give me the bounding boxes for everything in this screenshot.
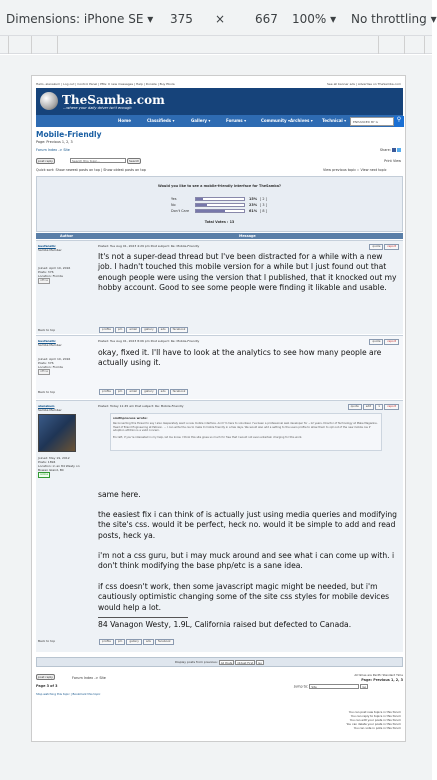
signature: 84 Vanagon Westy, 1.9L, California raised but defected to Canada. [98, 620, 352, 629]
facebook-icon[interactable] [392, 148, 396, 152]
search-icon[interactable]: ⚲ [394, 116, 404, 127]
main-nav [36, 115, 403, 127]
quote-button[interactable]: quote [369, 244, 383, 250]
nav-forums[interactable]: Forums ▾ [226, 118, 247, 123]
page-viewport[interactable] [31, 75, 406, 742]
ads-button[interactable]: ads [158, 327, 169, 333]
poll-option-pct: 23% [249, 203, 258, 207]
author-name[interactable]: busfanatic [38, 339, 56, 343]
display-options-bar [36, 657, 403, 667]
post-3 [36, 400, 403, 652]
page-of: Page 3 of 3 [36, 684, 58, 688]
post-profile-buttons [98, 389, 188, 395]
back-to-top[interactable]: Back to top [38, 639, 56, 643]
email-button[interactable]: email [126, 389, 140, 395]
author-name[interactable]: alanakum [38, 404, 55, 408]
post-header: Posted: Tue Aug 01, 2023 4:29 pm Post subject: Re: Mobile-Friendly [98, 244, 200, 248]
online-badge: online [40, 473, 48, 477]
jump-go-button[interactable]: Go [362, 685, 367, 689]
nav-classifieds[interactable]: Classifieds ▾ [147, 118, 175, 123]
poll-option-label: No [171, 203, 176, 207]
breadcrumb[interactable]: Forum Index -> Site [36, 148, 70, 152]
jump-select[interactable]: Site [309, 684, 359, 689]
profile-button[interactable]: profile [99, 389, 114, 395]
top-links [36, 82, 401, 87]
site-banner [36, 88, 403, 115]
report-button[interactable]: report [384, 404, 399, 410]
ads-button[interactable]: ads [143, 639, 154, 645]
signature-divider [98, 617, 188, 618]
poll-bar [195, 209, 245, 213]
watch-links[interactable]: Stop watching this topic | Bookmark this topic [36, 692, 101, 696]
quote-author: smithprocess wrote: [113, 416, 148, 420]
share-bar: Share: [380, 148, 401, 153]
nav-technical[interactable]: Technical ▾ [322, 118, 347, 123]
post-author [38, 244, 94, 284]
display-go-button[interactable]: Go [258, 660, 263, 665]
pagination[interactable]: Page: Previous 1, 2, 3 [36, 140, 73, 144]
print-view-link[interactable]: Print View [384, 159, 401, 163]
vw-logo-icon [40, 92, 58, 110]
poll-bar [195, 197, 245, 201]
throttle-select[interactable]: No throttling ▾ [351, 12, 437, 26]
post-1 [36, 240, 403, 334]
message-header: Message [239, 234, 256, 238]
site-logo-title[interactable]: TheSamba.com [62, 93, 165, 107]
poll-option-label: Yes [171, 197, 177, 201]
pm-button[interactable]: pm [115, 389, 126, 395]
back-to-top[interactable]: Back to top [38, 390, 56, 394]
site-tagline: ...where your daily driver isn't enough [63, 106, 132, 110]
post-body: okay, fixed it. I'll have to look at the analytics to see how many people are actually using it. [98, 348, 382, 368]
media-query-ruler [0, 36, 432, 54]
topic-title[interactable]: Mobile-Friendly [36, 130, 102, 139]
author-rank: Samba Member [38, 343, 62, 348]
quote-button[interactable]: quote [369, 339, 383, 345]
post-author [38, 339, 94, 375]
site-search-input[interactable]: ENHANCED BY G [350, 117, 394, 126]
author-header: Author [60, 234, 74, 238]
quote-button[interactable]: quote [348, 404, 362, 410]
poll-option-count: [ 8 ] [260, 209, 267, 213]
topic-nav-links[interactable]: View previous topic :: View next topic [323, 168, 387, 172]
posts-table-header [36, 233, 403, 239]
nav-home[interactable]: Home [118, 118, 131, 123]
ad-links[interactable]: See all banner ads | Advertise on TheSamba.com [327, 82, 401, 86]
sort-links[interactable]: Quick sort: Show newest posts on top | Show oldest posts on top [36, 168, 146, 172]
facebook-button[interactable]: facebook [170, 327, 189, 333]
author-rank: Samba Member [38, 248, 62, 253]
post-reply-button[interactable]: post reply [38, 159, 53, 163]
post-body-para-2: the easiest fix i can think of is actually just using media queries and modifying the site's css. would it be perfect, heck no. would it be simple to add and read posts, heck ya. [98, 510, 397, 540]
post-body: It's not a super-dead thread but I've been distracted for a while with a new job. I hadn't touched this mobile version for a while but I just found out that enough people were using the version that I published, that it knocked out my hobby account. Good to see some people were finding it likable and usable. [98, 252, 397, 292]
poll-option-count: [ 2 ] [260, 197, 267, 201]
height-input[interactable]: 667 [255, 12, 278, 26]
devtools-toolbar [0, 0, 437, 36]
gallery-button[interactable]: gallery [126, 639, 142, 645]
twitter-icon[interactable] [397, 148, 401, 152]
author-name[interactable]: busfanatic [38, 244, 56, 248]
post-header: Posted: Tue Aug 01, 2023 8:06 pm Post subject: Re: Mobile-Friendly [98, 339, 200, 343]
nav-community[interactable]: Community ▾ [261, 118, 291, 123]
zoom-select[interactable]: 100% ▾ [292, 12, 337, 26]
posts-range-select[interactable]: All Posts [220, 660, 233, 665]
delete-icon[interactable]: × [375, 404, 383, 410]
gallery-button[interactable]: gallery [141, 389, 157, 395]
nav-archives[interactable]: Archives ▾ [290, 118, 313, 123]
poll-option-label: Don't Care [171, 209, 190, 213]
sort-order-select[interactable]: Oldest First [237, 660, 254, 665]
poll-box [36, 176, 403, 232]
post-body-para-4: if css doesn't work, then some javascript magic might be needed, but i'm cautiously optimistic changing some of the site css styles for mobile devices would help a lot. [98, 582, 390, 612]
times-sign: × [215, 12, 226, 26]
user-links[interactable]: Hello, alanakum | Log out | Control Panel | PMs: 0 new messages | Help | Donate | Buy Ebola [36, 82, 175, 86]
poll-question: Would you like to see a mobile-friendly interface for TheSamba? [157, 184, 281, 188]
author-meta: Joined: April 10, 2016 Posts: 376 Location: Florida [38, 357, 71, 370]
post-author [38, 404, 94, 478]
post-header: Posted: Today 11:45 am Post subject: Re: Mobile-Friendly [98, 404, 184, 408]
profile-button[interactable]: profile [99, 327, 114, 333]
report-button[interactable]: report [384, 244, 399, 250]
pm-button[interactable]: pm [115, 639, 126, 645]
facebook-button[interactable]: facebook [170, 389, 189, 395]
avatar [38, 414, 76, 452]
gallery-button[interactable]: gallery [141, 327, 157, 333]
poll-option-pct: 61% [249, 209, 258, 213]
author-meta: Joined: April 10, 2016 Posts: 376 Location: Florida [38, 266, 71, 279]
breadcrumb-bottom[interactable]: Forum Index -> Site [72, 676, 106, 680]
profile-button[interactable]: profile [99, 639, 114, 645]
post-profile-buttons [98, 639, 174, 645]
ads-button[interactable]: ads [158, 389, 169, 395]
post-2 [36, 335, 403, 399]
topic-search-input[interactable]: Search this topic... [70, 158, 126, 163]
forum-permissions: You can post new topics in this forum You can reply to topics in this forum You can edit your posts in this forum You can delete your posts in this forum You can vote in polls in this forum [346, 710, 401, 731]
poll-total: Total Votes : 13 [204, 220, 235, 224]
post-profile-buttons [98, 327, 188, 333]
quick-sort [36, 168, 387, 173]
report-button[interactable]: report [384, 339, 399, 345]
post-body-para-3: i'm not a css guru, but i may muck around and see what i can come up with. i don't think modifying the base php/etc is a sane idea. [98, 551, 395, 571]
poll-bar [195, 203, 245, 207]
author-rank: Samba Member [38, 408, 62, 413]
facebook-button[interactable]: facebook [155, 639, 174, 645]
back-to-top[interactable]: Back to top [38, 328, 56, 332]
offline-badge: offline [40, 370, 49, 374]
edit-button[interactable]: edit [363, 404, 374, 410]
width-input[interactable]: 375 [170, 12, 193, 26]
poll-option-pct: 15% [249, 197, 258, 201]
timezone-note: All times are Pacific Standard Time [354, 673, 403, 677]
pm-button[interactable]: pm [115, 327, 126, 333]
device-select[interactable]: Dimensions: iPhone SE ▾ [6, 12, 154, 26]
offline-badge: offline [40, 279, 49, 283]
post-body-line-1: same here. [98, 490, 141, 499]
pagination-bottom[interactable]: Page: Previous 1, 2, 3 [361, 678, 403, 682]
email-button[interactable]: email [126, 327, 140, 333]
quote-text: Reconnecting this thread to say I also desperately want a new mobile interface. And I'm here to volunteer. I've been a professional web developer for ~12 years. Director of Technology at Make Magazine. Head of Brand Engineering at Patreon. ... I can write the css to make it mobile friendly in a few days. We would also add a setting to the users profile to allow them to opt out of the new mobile css if adoption attrition is a valid concern. Encraft, if you're interested in my help, let me know. I think this site gives so much for free that I would not even entertain charging for this work. [113, 422, 378, 440]
post-reply-button-bottom[interactable]: post reply [38, 675, 53, 679]
topic-search-button[interactable]: Search [129, 159, 140, 163]
nav-gallery[interactable]: Gallery ▾ [191, 118, 211, 123]
jump-to: Jump to: Site Go [294, 684, 367, 689]
author-meta: Joined: May 19, 2012 Posts: 1894 Location: in an 84 Westy on Bowen Island, BC [38, 456, 80, 473]
display-label: Display posts from previous: [174, 660, 218, 664]
poll-option-count: [ 3 ] [260, 203, 267, 207]
device-canvas [0, 55, 432, 780]
quote-block [110, 413, 382, 451]
